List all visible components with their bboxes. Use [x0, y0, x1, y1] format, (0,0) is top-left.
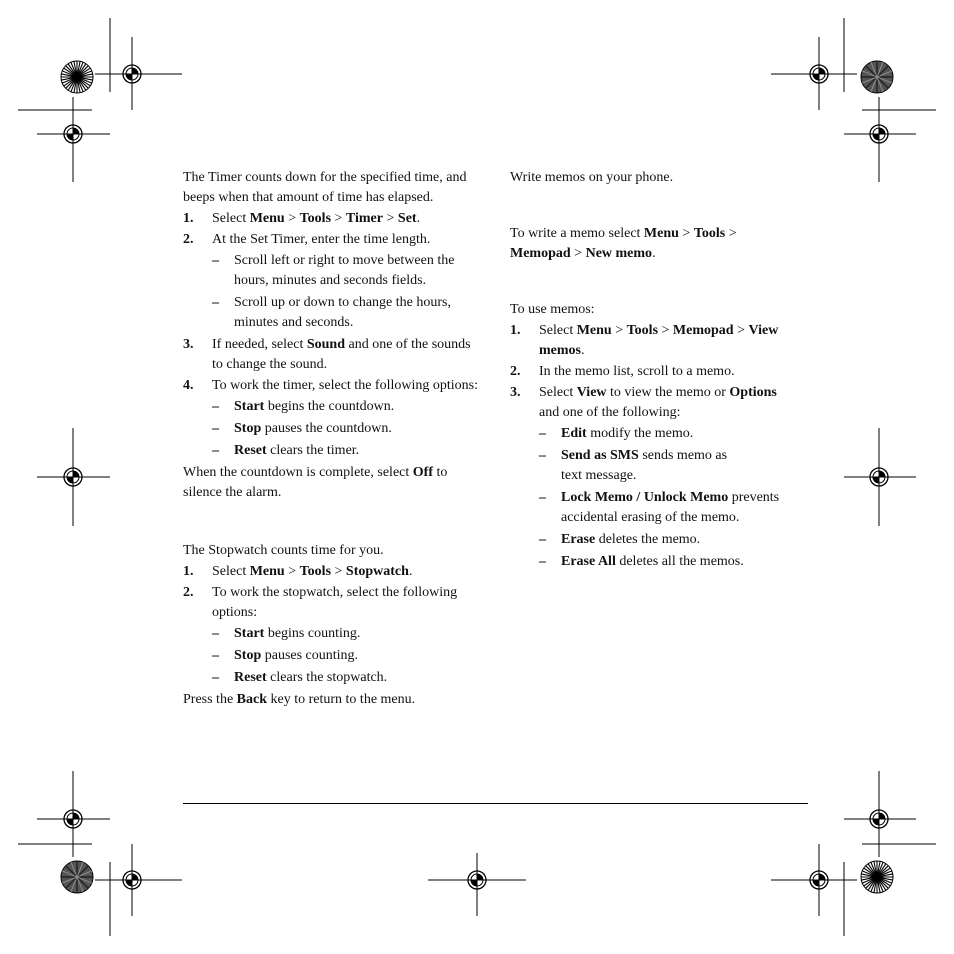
left-column: [183, 168, 483, 711]
timer-outro: When the countdown is complete, select Off to silence the alarm.: [183, 465, 448, 500]
footer-rule: [183, 803, 808, 804]
timer-intro: The Timer counts down for the specified time, and beeps when that amount of time has elapsed.: [183, 170, 467, 205]
stopwatch-intro: The Stopwatch counts time for you.: [183, 543, 384, 558]
right-column: [510, 168, 800, 574]
stopwatch-step-2: 2. To work the stopwatch, select the following options:: [183, 585, 458, 620]
timer-step-1: 1. Select Menu > Tools > Timer > Set.: [183, 211, 421, 226]
memo-option-lock: – Lock Memo / Unlock Memo prevents accidental erasing of the memo.: [539, 490, 780, 525]
memo-step-2: 2. In the memo list, scroll to a memo.: [510, 364, 735, 379]
memo-step-1: 1. Select Menu > Tools > Memopad > View memos.: [510, 323, 779, 358]
timer-step-4: 4. To work the timer, select the following options:: [183, 378, 478, 393]
memo-use-intro: To use memos:: [510, 302, 595, 317]
memo-option-edit: – Edit modify the memo.: [539, 426, 694, 441]
stopwatch-option-reset: – Reset clears the stopwatch.: [212, 670, 388, 685]
memo-write: To write a memo select Menu > Tools > Memopad > New memo.: [510, 226, 737, 261]
memo-option-send-sms: – Send as SMS sends memo as text message.: [539, 448, 728, 483]
timer-step-2: 2. At the Set Timer, enter the time length.: [183, 232, 431, 247]
timer-option-start: – Start begins the countdown.: [212, 399, 395, 414]
timer-option-reset: – Reset clears the timer.: [212, 443, 360, 458]
stopwatch-step-1: 1. Select Menu > Tools > Stopwatch.: [183, 564, 413, 579]
memo-step-3: 3. Select View to view the memo or Options and one of the following:: [510, 385, 777, 420]
timer-step-3: 3. If needed, select Sound and one of the sounds to change the sound.: [183, 337, 471, 372]
timer-option-stop: – Stop pauses the countdown.: [212, 421, 392, 436]
timer-step-2-sub-2: – Scroll up or down to change the hours, minutes and seconds.: [212, 295, 451, 330]
stopwatch-option-stop: – Stop pauses counting.: [212, 648, 359, 663]
timer-step-2-sub-1: – Scroll left or right to move between the hours, minutes and seconds fields.: [212, 253, 455, 288]
memo-option-erase-all: – Erase All deletes all the memos.: [539, 554, 744, 569]
stopwatch-option-start: – Start begins counting.: [212, 626, 361, 641]
memo-option-erase: – Erase deletes the memo.: [539, 532, 701, 547]
memo-intro: Write memos on your phone.: [510, 170, 674, 185]
stopwatch-outro: Press the Back key to return to the menu.: [183, 692, 416, 707]
